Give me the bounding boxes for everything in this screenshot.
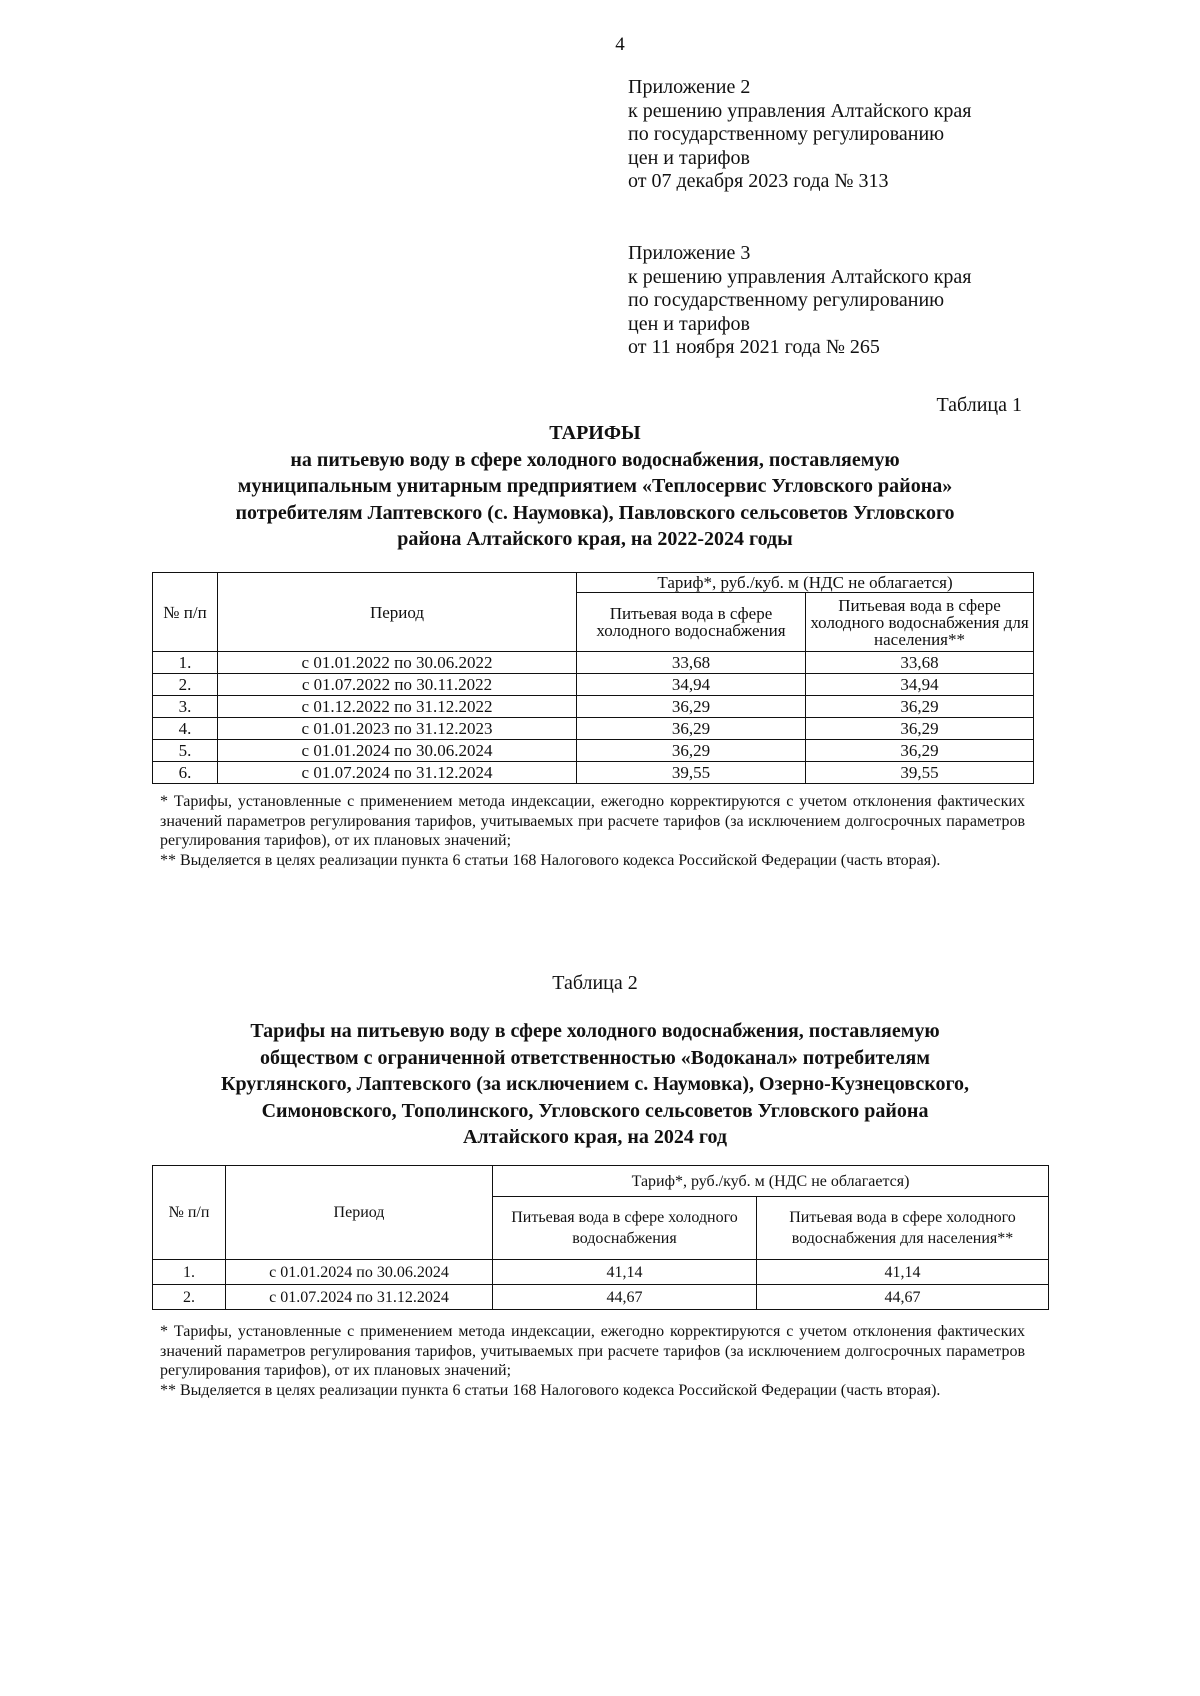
cell-period: с 01.07.2022 по 30.11.2022: [218, 674, 577, 696]
table-row: [153, 1260, 1049, 1285]
cell-num: 3.: [153, 696, 218, 718]
table-2-title: [130, 1018, 1060, 1151]
appendix-3-header: [628, 242, 972, 360]
cell-value: 36,29: [806, 718, 1034, 740]
title-line: ТАРИФЫ: [549, 422, 641, 444]
header-period: Период: [218, 573, 577, 652]
footnote: ** Выделяется в целях реализации пункта 6 статьи 168 Налогового кодекса Российской Федерации (часть вторая).: [160, 851, 941, 869]
tariff-table-1: [152, 572, 1034, 784]
title-line: района Алтайского края, на 2022-2024 годы: [397, 528, 793, 550]
cell-period: с 01.07.2024 по 31.12.2024: [218, 762, 577, 784]
appendix-line: от 07 декабря 2023 года № 313: [628, 170, 889, 192]
cell-num: 1.: [153, 652, 218, 674]
footnote: ** Выделяется в целях реализации пункта 6 статьи 168 Налогового кодекса Российской Федерации (часть вторая).: [160, 1381, 941, 1399]
table-row: [153, 740, 1034, 762]
footnote: * Тарифы, установленные с применением метода индексации, ежегодно корректируются с учетом отклонения фактических значений параметров регулирования тарифов, учитываемых при расчете тарифов (за исключением долгосрочных параметров регулирования тарифов), от их плановых значений;: [160, 1323, 1025, 1379]
cell-num: 6.: [153, 762, 218, 784]
header-col1: Питьевая вода в сфере холодного водоснабжения: [493, 1197, 757, 1260]
header-period: Период: [226, 1166, 493, 1260]
table-row: [153, 718, 1034, 740]
title-line: Круглянского, Лаптевского (за исключением с. Наумовка), Озерно-Кузнецовского,: [220, 1073, 970, 1095]
cell-value: 39,55: [577, 762, 806, 784]
cell-num: 4.: [153, 718, 218, 740]
table-row: [153, 1285, 1049, 1310]
table-row: [153, 696, 1034, 718]
title-line: Алтайского края, на 2024 год: [462, 1126, 728, 1148]
cell-value: 36,29: [806, 740, 1034, 762]
cell-value: 36,29: [577, 696, 806, 718]
appendix-line: от 11 ноября 2021 года № 265: [628, 336, 880, 358]
cell-period: с 01.12.2022 по 31.12.2022: [218, 696, 577, 718]
title-line: потребителям Лаптевского (с. Наумовка), Павловского сельсоветов Угловского: [235, 501, 955, 524]
cell-num: 2.: [153, 1285, 226, 1310]
table-2-label: Таблица 2: [552, 972, 638, 994]
table-row: [153, 674, 1034, 696]
header-col2: Питьевая вода в сфере холодного водоснабжения для населения**: [757, 1197, 1049, 1260]
appendix-line: по государственному регулированию: [628, 289, 945, 311]
cell-value: 41,14: [757, 1260, 1049, 1285]
title-line: на питьевую воду в сфере холодного водоснабжения, поставляемую: [290, 448, 900, 471]
cell-num: 1.: [153, 1260, 226, 1285]
appendix-line: к решению управления Алтайского края: [628, 99, 972, 122]
appendix-line: Приложение 2: [628, 76, 751, 98]
title-line: муниципальным унитарным предприятием «Теплосервис Угловского района»: [237, 475, 953, 497]
footnote: * Тарифы, установленные с применением метода индексации, ежегодно корректируются с учетом отклонения фактических значений параметров регулирования тарифов, учитываемых при расчете тарифов (за исключением долгосрочных параметров регулирования тарифов), от их плановых значений;: [160, 793, 1025, 849]
table-2-footnotes: [160, 1322, 1025, 1400]
table-1-title: [150, 420, 1040, 553]
header-col2: Питьевая вода в сфере холодного водоснабжения для населения**: [806, 593, 1034, 652]
cell-value: 41,14: [493, 1260, 757, 1285]
table-row: [153, 762, 1034, 784]
appendix-line: по государственному регулированию: [628, 123, 945, 145]
cell-period: с 01.01.2023 по 31.12.2023: [218, 718, 577, 740]
cell-period: с 01.01.2022 по 30.06.2022: [218, 652, 577, 674]
cell-value: 44,67: [493, 1285, 757, 1310]
header-tariff: Тариф*, руб./куб. м (НДС не облагается): [493, 1166, 1049, 1197]
cell-period: с 01.07.2024 по 31.12.2024: [226, 1285, 493, 1310]
cell-period: с 01.01.2024 по 30.06.2024: [226, 1260, 493, 1285]
cell-period: с 01.01.2024 по 30.06.2024: [218, 740, 577, 762]
table-1-label: Таблица 1: [936, 394, 1022, 416]
cell-value: 33,68: [806, 652, 1034, 674]
cell-value: 36,29: [806, 696, 1034, 718]
header-num: № п/п: [153, 573, 218, 652]
header-col1: Питьевая вода в сфере холодного водоснабжения: [577, 593, 806, 652]
cell-value: 33,68: [577, 652, 806, 674]
title-line: Симоновского, Тополинского, Угловского сельсоветов Угловского района: [261, 1099, 929, 1122]
appendix-line: цен и тарифов: [628, 146, 750, 169]
appendix-line: цен и тарифов: [628, 312, 750, 335]
cell-value: 34,94: [806, 674, 1034, 696]
page-number: 4: [615, 34, 625, 55]
appendix-line: к решению управления Алтайского края: [628, 265, 972, 288]
cell-num: 2.: [153, 674, 218, 696]
appendix-2-header: [628, 76, 972, 194]
table-row: [153, 652, 1034, 674]
cell-value: 36,29: [577, 740, 806, 762]
title-line: Тарифы на питьевую воду в сфере холодного водоснабжения, поставляемую: [250, 1020, 940, 1042]
table-1-footnotes: [160, 792, 1025, 870]
header-tariff: Тариф*, руб./куб. м (НДС не облагается): [577, 573, 1034, 593]
appendix-line: Приложение 3: [628, 242, 751, 264]
cell-value: 34,94: [577, 674, 806, 696]
tariff-table-2: [152, 1165, 1049, 1310]
cell-value: 39,55: [806, 762, 1034, 784]
header-num: № п/п: [153, 1166, 226, 1260]
cell-num: 5.: [153, 740, 218, 762]
title-line: обществом с ограниченной ответственностью «Водоканал» потребителям: [260, 1046, 930, 1069]
cell-value: 44,67: [757, 1285, 1049, 1310]
cell-value: 36,29: [577, 718, 806, 740]
